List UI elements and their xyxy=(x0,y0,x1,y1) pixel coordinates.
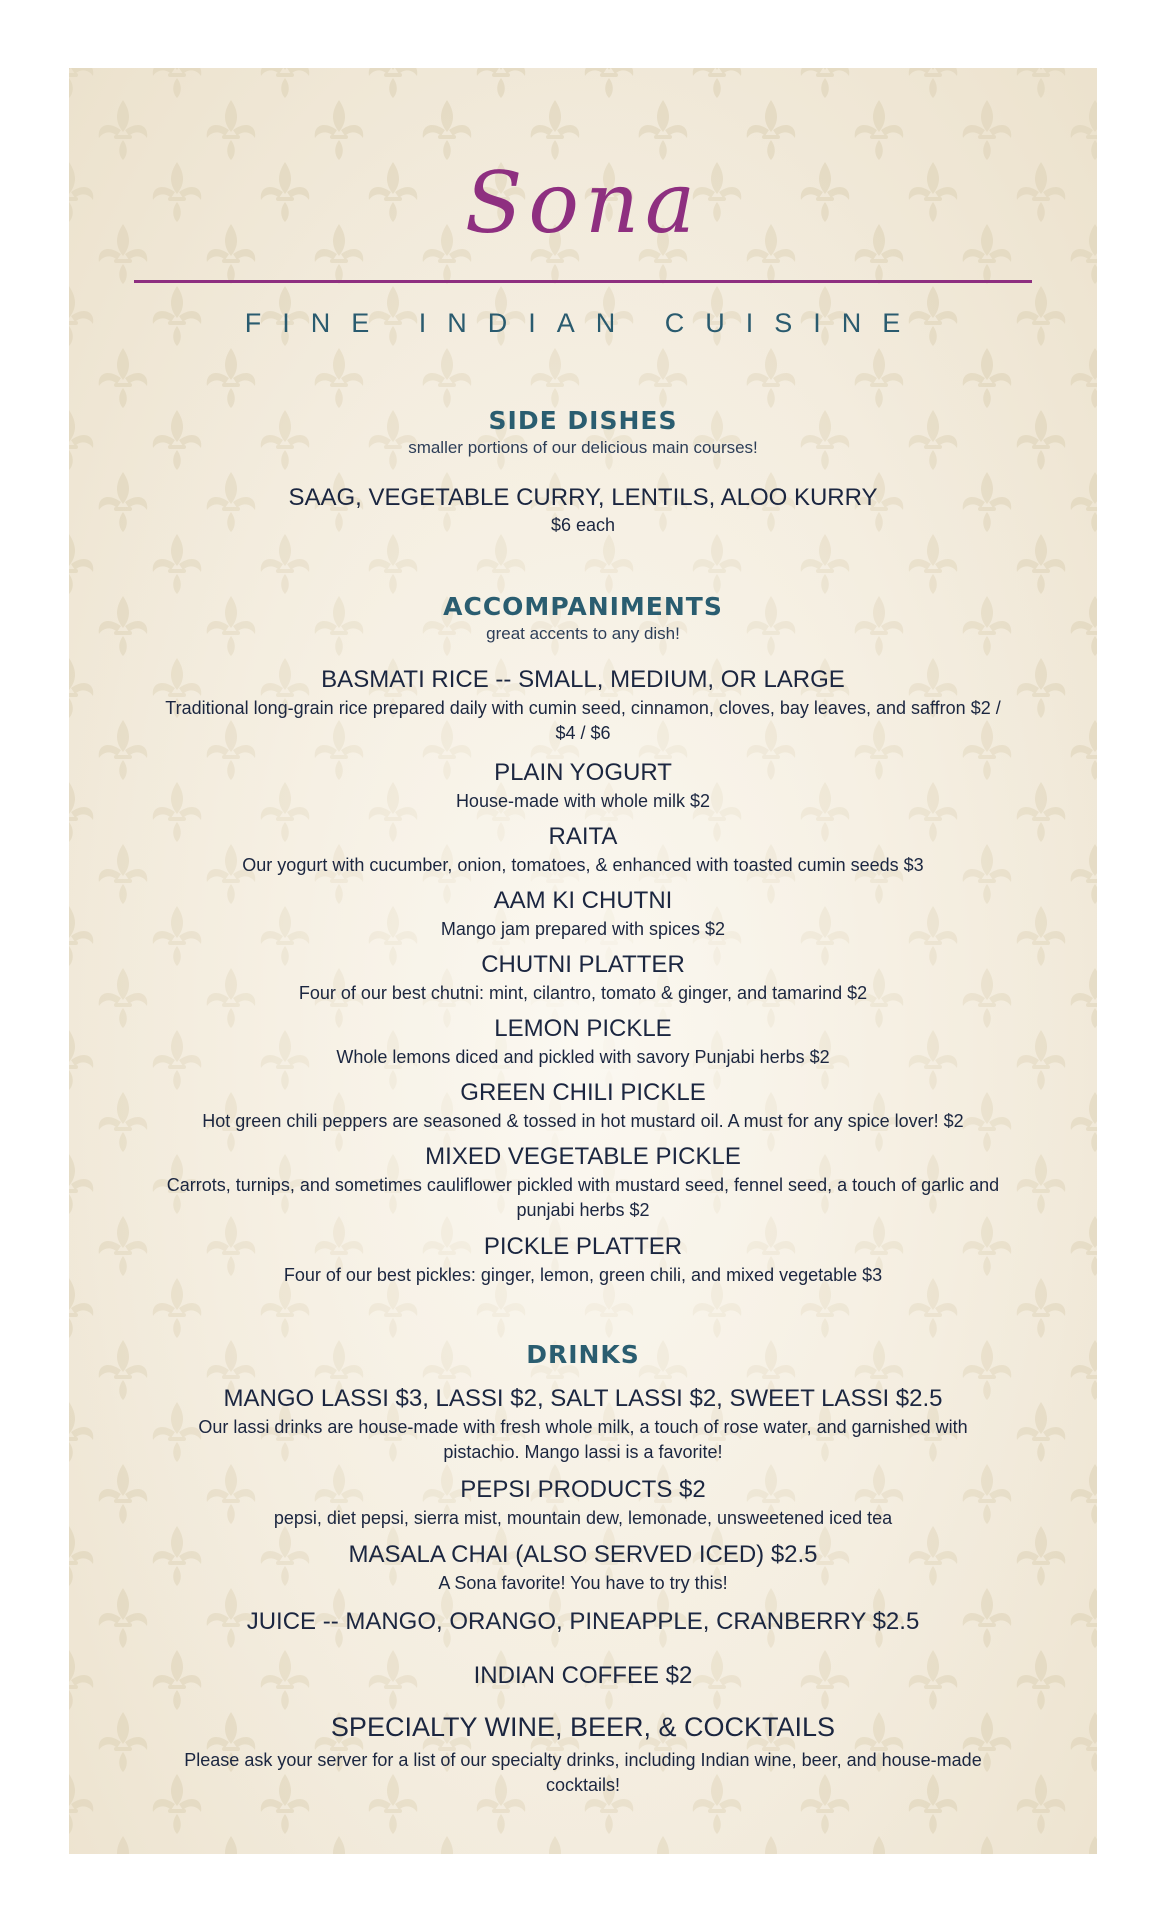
menu-item-name: CHUTNI PLATTER xyxy=(481,951,685,978)
menu-item-name: GREEN CHILI PICKLE xyxy=(460,1079,706,1106)
menu-item-desc: House-made with whole milk $2 xyxy=(455,791,711,811)
menu-item-desc: Carrots, turnips, and sometimes cauliflower pickled with mustard seed, fennel seed, a touch of garlic and punjabi herbs $2 xyxy=(166,1175,1000,1220)
menu-item-desc: Traditional long-grain rice prepared daily with cumin seed, cinnamon, cloves, bay leaves, and saffron $2 / $4 / $6 xyxy=(165,698,1001,743)
restaurant-logo: Sona xyxy=(464,154,702,252)
specialty-desc: Please ask your server for a list of our specialty drinks, including Indian wine, beer, and house-made cocktails! xyxy=(184,1750,982,1795)
menu-item-desc: Mango jam prepared with spices $2 xyxy=(440,919,726,939)
accompaniments-subtitle: great accents to any dish! xyxy=(486,624,680,643)
specialty-title: SPECIALTY WINE, BEER, & COCKTAILS xyxy=(330,1712,836,1742)
menu-item-name: MASALA CHAI (ALSO SERVED ICED) $2.5 xyxy=(348,1541,818,1568)
menu-item-name: JUICE -- MANGO, ORANGO, PINEAPPLE, CRANBERRY $2.5 xyxy=(246,1608,920,1635)
menu-item-desc: pepsi, diet pepsi, sierra mist, mountain dew, lemonade, unsweetened iced tea xyxy=(273,1508,893,1528)
menu-item-name: MANGO LASSI $3, LASSI $2, SALT LASSI $2, SWEET LASSI $2.5 xyxy=(223,1385,943,1412)
menu-item-name: LEMON PICKLE xyxy=(494,1015,672,1042)
side-dishes-price: $6 each xyxy=(550,515,616,535)
menu-item-desc: Four of our best chutni: mint, cilantro, tomato & ginger, and tamarind $2 xyxy=(298,983,868,1003)
logo-divider xyxy=(134,280,1032,283)
menu-item-name: PICKLE PLATTER xyxy=(483,1233,683,1260)
menu-item-name: RAITA xyxy=(548,823,618,850)
menu-item-desc: A Sona favorite! You have to try this! xyxy=(438,1573,728,1593)
menu-item-desc: Hot green chili peppers are seasoned & tossed in hot mustard oil. A must for any spice lover! $2 xyxy=(202,1111,964,1131)
side-dishes-subtitle: smaller portions of our delicious main courses! xyxy=(408,438,758,457)
menu-card xyxy=(69,68,1097,1854)
menu-item-name: MIXED VEGETABLE PICKLE xyxy=(425,1143,741,1170)
menu-item-name: PLAIN YOGURT xyxy=(494,759,672,786)
drinks-title: DRINKS xyxy=(526,1340,640,1369)
side-dishes-items: SAAG, VEGETABLE CURRY, LENTILS, ALOO KURRY xyxy=(288,484,878,511)
accompaniments-title: ACCOMPANIMENTS xyxy=(443,592,723,621)
menu-item-desc: Four of our best pickles: ginger, lemon, green chili, and mixed vegetable $3 xyxy=(283,1265,883,1285)
menu-item-desc: Our lassi drinks are house-made with fresh whole milk, a touch of rose water, and garnished with pistachio. Mango lassi is a favorite! xyxy=(198,1417,968,1462)
menu-item-name: BASMATI RICE -- SMALL, MEDIUM, OR LARGE xyxy=(321,666,845,693)
menu-item-name: INDIAN COFFEE $2 xyxy=(473,1662,693,1689)
menu-item-desc: Whole lemons diced and pickled with savory Punjabi herbs $2 xyxy=(336,1047,830,1067)
menu-item-desc: Our yogurt with cucumber, onion, tomatoes, & enhanced with toasted cumin seeds $3 xyxy=(242,855,924,875)
menu-item-name: PEPSI PRODUCTS $2 xyxy=(460,1476,706,1503)
side-dishes-title: SIDE DISHES xyxy=(488,406,678,435)
menu-item-name: AAM KI CHUTNI xyxy=(493,887,673,914)
tagline: FINE INDIAN CUISINE xyxy=(244,308,922,338)
